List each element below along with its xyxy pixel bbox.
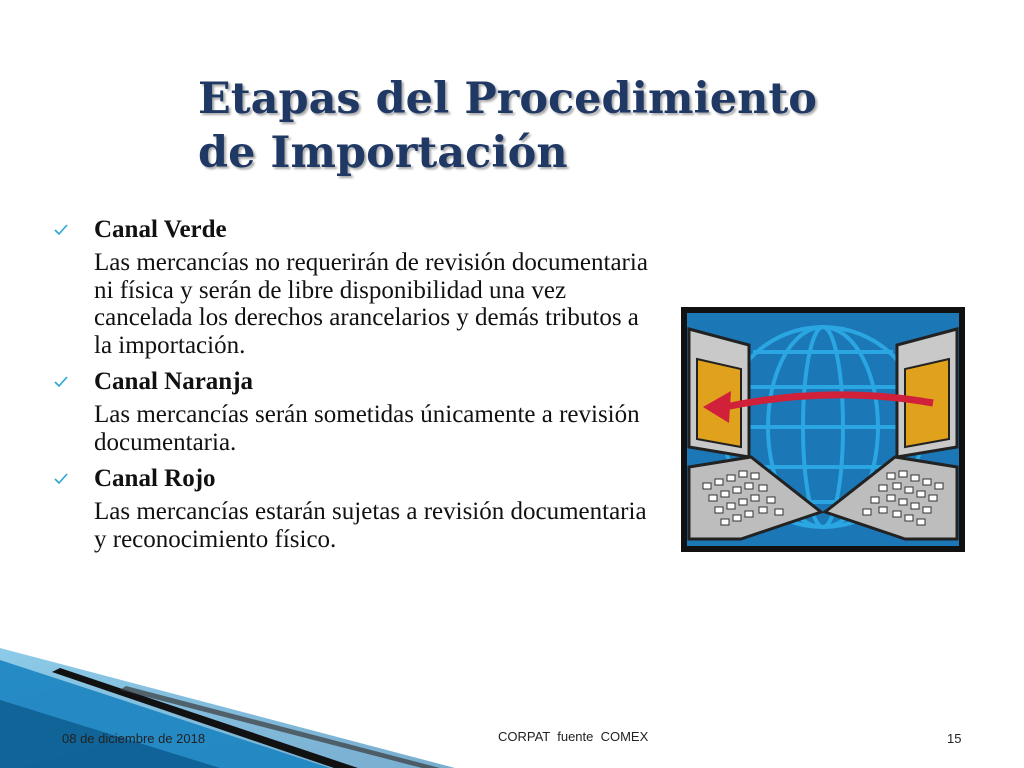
- bullet-canal-rojo: [52, 463, 652, 553]
- title-line-1: Etapas del Procedimiento: [198, 74, 817, 124]
- bullet-list: [52, 214, 652, 560]
- checkmark-icon: [54, 223, 68, 237]
- checkmark-icon: [54, 472, 68, 486]
- computers-globe-transfer-icon: [681, 307, 965, 552]
- bullet-body: Las mercancías estarán sujetas a revisión documentaria y reconocimiento físico.: [94, 498, 647, 553]
- page-title: [198, 72, 938, 180]
- bullet-heading: Canal Rojo: [94, 465, 216, 492]
- bullet-heading: Canal Naranja: [94, 368, 254, 395]
- page-number: 15: [947, 731, 962, 746]
- bullet-canal-naranja: [52, 366, 652, 456]
- title-line-2: de Importación: [198, 128, 568, 178]
- bullet-heading: Canal Verde: [94, 216, 227, 243]
- footer-date: 08 de diciembre de 2018: [62, 731, 206, 746]
- bullet-body: Las mercancías no requerirán de revisión documentaria ni física y serán de libre disponibilidad una vez cancelada los derechos arancelarios y demás tributos a la importación.: [94, 249, 648, 359]
- footer-source: CORPAT fuente COMEX: [498, 729, 649, 744]
- bullet-canal-verde: [52, 214, 652, 359]
- bullet-body: Las mercancías serán sometidas únicamente a revisión documentaria.: [94, 401, 640, 456]
- checkmark-icon: [54, 375, 68, 389]
